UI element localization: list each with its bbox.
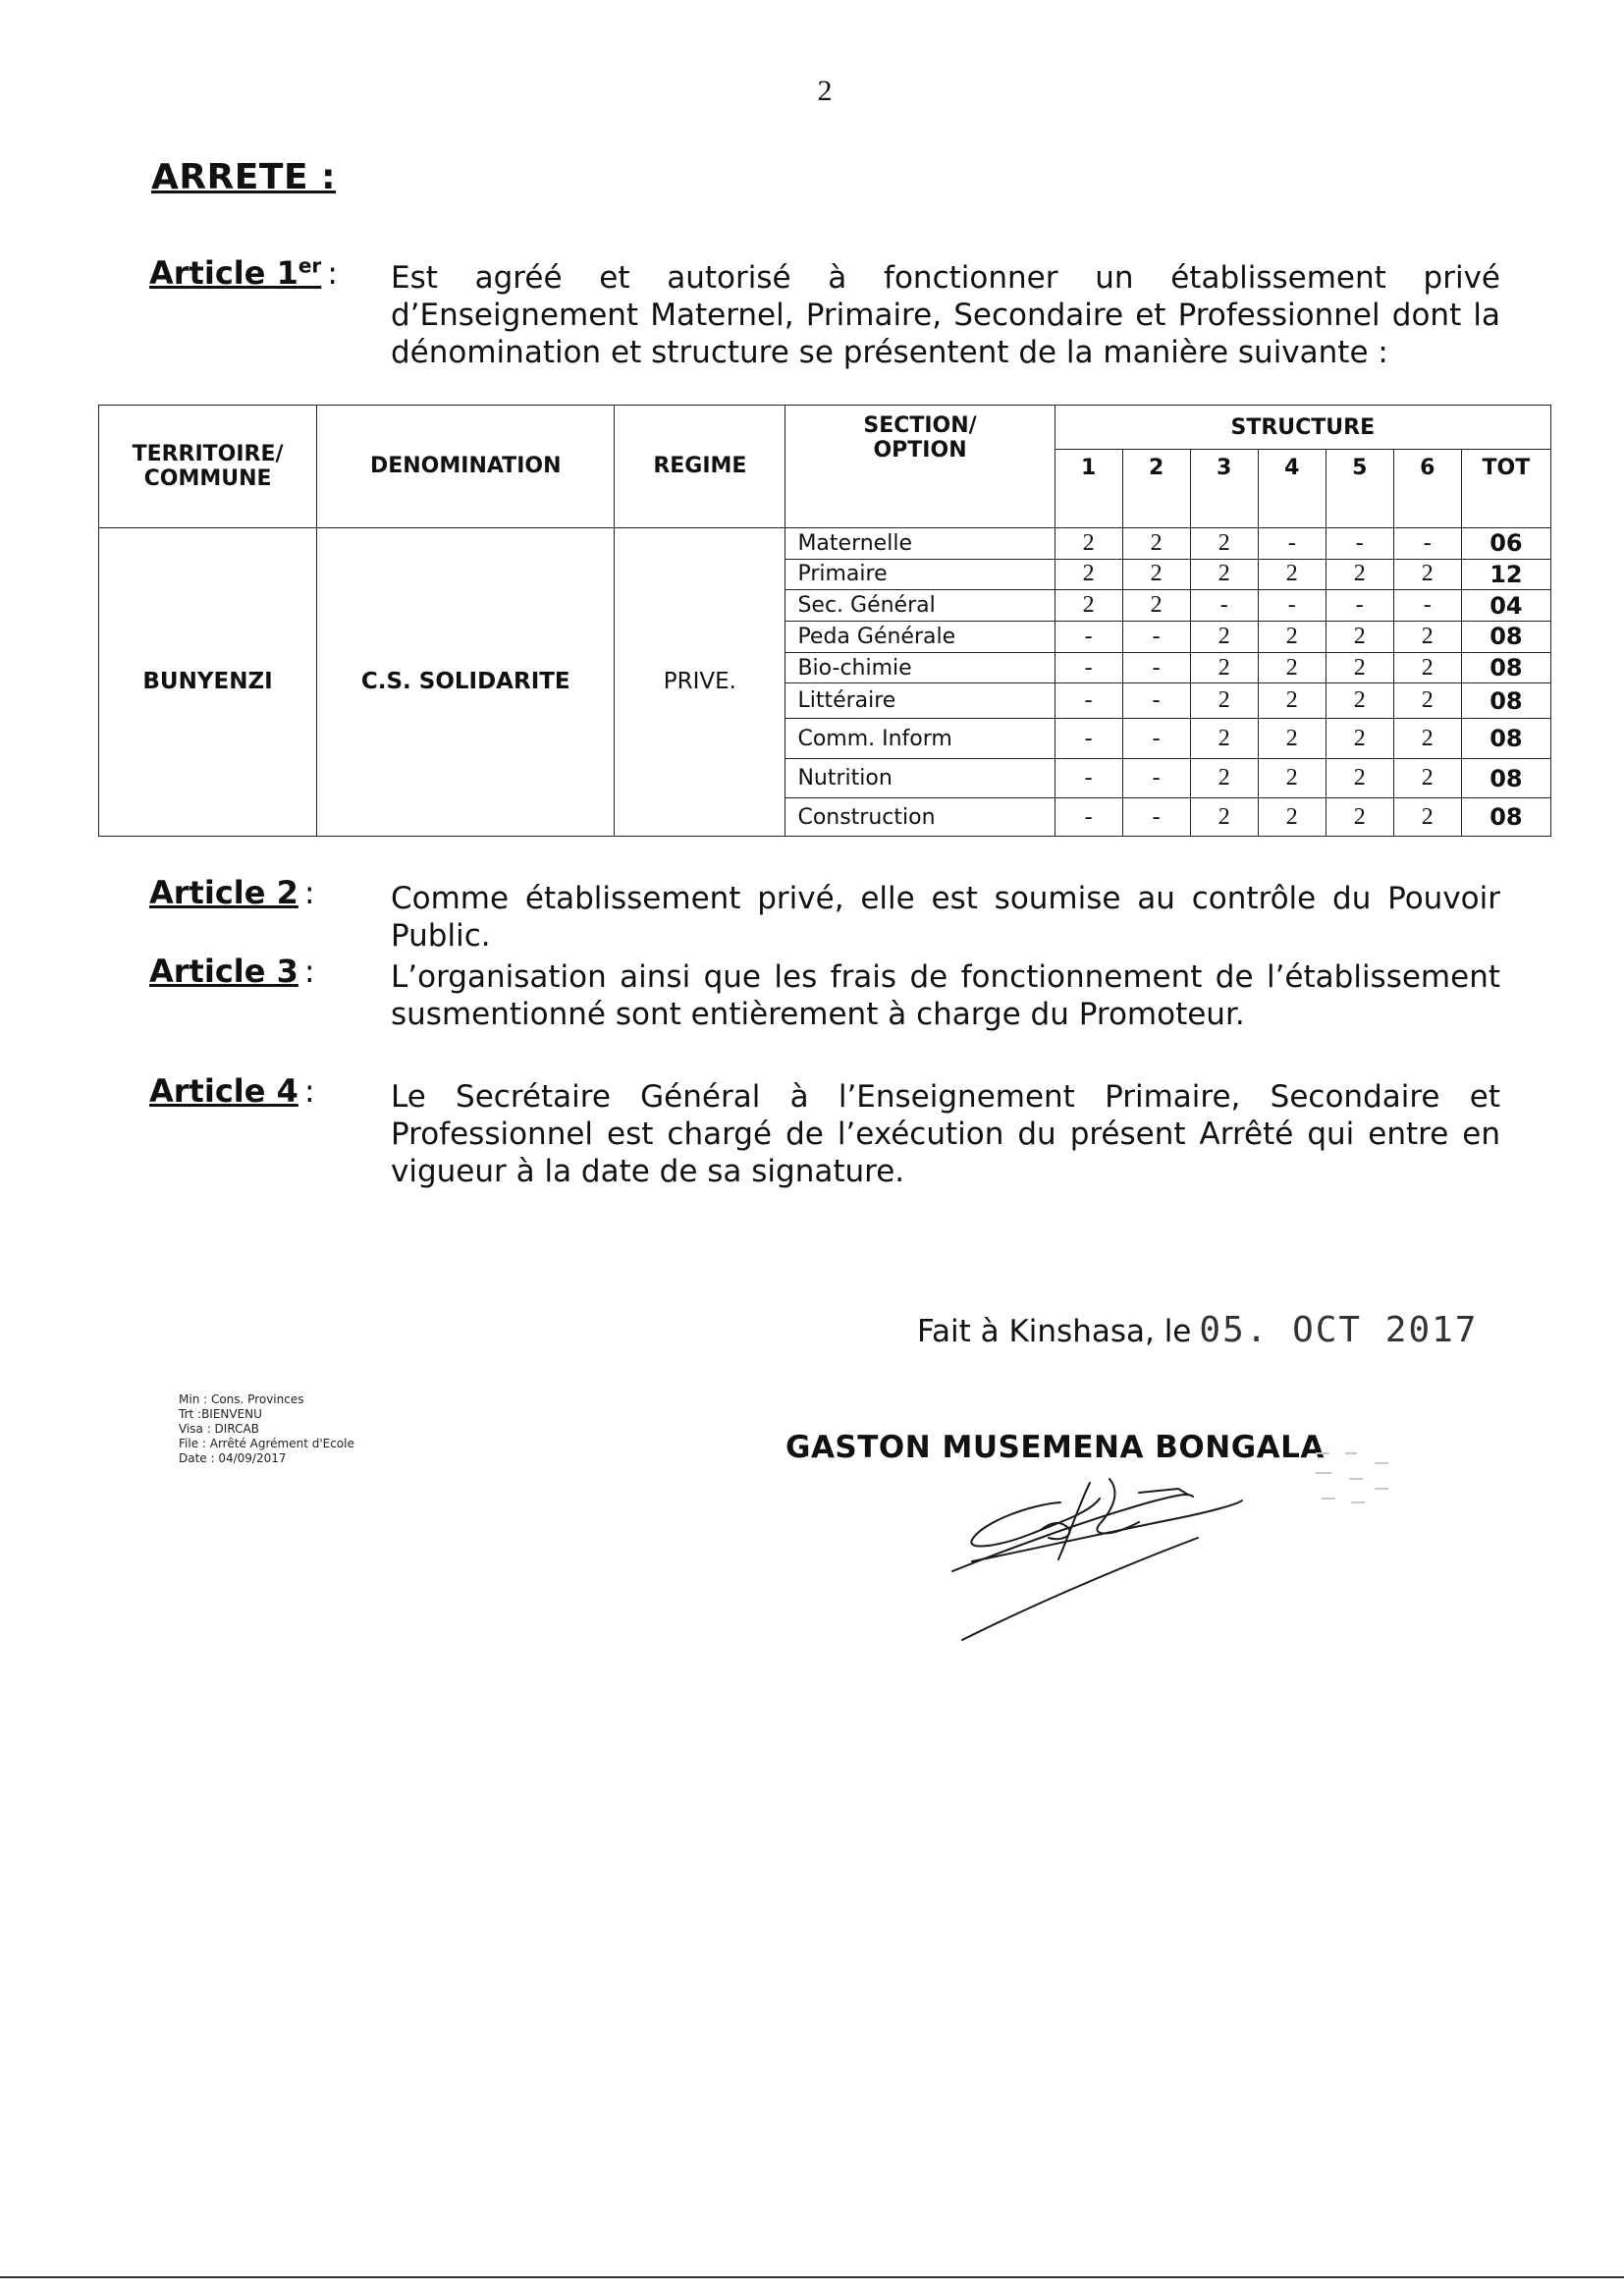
- signatory-name: GASTON MUSEMENA BONGALA: [785, 1430, 1325, 1465]
- place-date-text: Fait à Kinshasa, le: [917, 1314, 1192, 1349]
- header-denomination: DENOMINATION: [317, 406, 615, 528]
- place-date-line: [917, 1310, 1478, 1350]
- cell-value: -: [1122, 759, 1190, 798]
- cell-option: Nutrition: [785, 759, 1055, 798]
- cell-value: 2: [1326, 652, 1393, 683]
- cell-total: 04: [1461, 590, 1550, 622]
- cell-value: 2: [1258, 621, 1326, 652]
- header-regime: REGIME: [615, 406, 785, 528]
- cell-value: -: [1326, 590, 1393, 622]
- article-3-text: L’organisation ainsi que les frais de fonctionnement de l’établissement susmentionné sont entièrement à charge du Promoteur.: [391, 959, 1500, 1032]
- cell-value: 2: [1055, 590, 1122, 622]
- cell-value: 2: [1393, 759, 1461, 798]
- cell-value: 2: [1258, 652, 1326, 683]
- cell-value: -: [1122, 621, 1190, 652]
- cell-value: -: [1190, 590, 1258, 622]
- cell-value: 2: [1190, 527, 1258, 559]
- cell-value: -: [1258, 527, 1326, 559]
- cell-value: -: [1122, 683, 1190, 719]
- cell-value: 2: [1326, 719, 1393, 759]
- cell-value: 2: [1258, 759, 1326, 798]
- cell-value: 2: [1393, 798, 1461, 837]
- reference-line: File : Arrêté Agrément d'Ecole: [179, 1437, 354, 1450]
- cell-total: 08: [1461, 798, 1550, 837]
- cell-option: Maternelle: [785, 527, 1055, 559]
- cell-option: Construction: [785, 798, 1055, 837]
- cell-value: 2: [1055, 527, 1122, 559]
- cell-value: 2: [1258, 719, 1326, 759]
- article-4-text: Le Secrétaire Général à l’Enseignement Primaire, Secondaire et Professionnel est chargé de l’exécution du présent Arrêté qui entre en vigueur à la date de sa signature.: [391, 1079, 1500, 1189]
- cell-value: -: [1055, 759, 1122, 798]
- cell-value: 2: [1326, 559, 1393, 590]
- reference-block: [179, 1392, 354, 1466]
- header-tot: TOT: [1461, 450, 1550, 528]
- cell-option: Sec. Général: [785, 590, 1055, 622]
- cell-value: 2: [1326, 621, 1393, 652]
- header-year-6: 6: [1393, 450, 1461, 528]
- cell-option: Primaire: [785, 559, 1055, 590]
- cell-total: 08: [1461, 759, 1550, 798]
- header-year-1: 1: [1055, 450, 1122, 528]
- cell-total: 06: [1461, 527, 1550, 559]
- reference-line: Visa : DIRCAB: [179, 1422, 259, 1436]
- cell-value: -: [1393, 590, 1461, 622]
- cell-value: -: [1055, 683, 1122, 719]
- article-2-text: Comme établissement privé, elle est soumise au contrôle du Pouvoir Public.: [391, 881, 1500, 954]
- cell-value: 2: [1326, 683, 1393, 719]
- cell-value: 2: [1326, 798, 1393, 837]
- cell-total: 08: [1461, 683, 1550, 719]
- cell-value: 2: [1326, 759, 1393, 798]
- stamp-residue: [1306, 1444, 1414, 1512]
- article-4-label: Article 4 :: [149, 1072, 315, 1110]
- cell-option: Comm. Inform: [785, 719, 1055, 759]
- cell-value: 2: [1393, 559, 1461, 590]
- header-year-3: 3: [1190, 450, 1258, 528]
- handwritten-signature: [943, 1444, 1257, 1660]
- cell-value: 2: [1122, 527, 1190, 559]
- cell-total: 12: [1461, 559, 1550, 590]
- cell-value: -: [1122, 719, 1190, 759]
- date-stamp: 05. OCT 2017: [1199, 1310, 1479, 1350]
- cell-value: -: [1393, 527, 1461, 559]
- reference-line: Min : Cons. Provinces: [179, 1392, 304, 1406]
- cell-value: 2: [1190, 719, 1258, 759]
- cell-value: 2: [1055, 559, 1122, 590]
- cell-value: 2: [1258, 559, 1326, 590]
- cell-value: -: [1055, 621, 1122, 652]
- header-year-5: 5: [1326, 450, 1393, 528]
- cell-value: 2: [1190, 798, 1258, 837]
- header-year-4: 4: [1258, 450, 1326, 528]
- cell-total: 08: [1461, 719, 1550, 759]
- cell-value: 2: [1190, 621, 1258, 652]
- cell-regime: PRIVE.: [615, 527, 785, 836]
- cell-value: 2: [1190, 652, 1258, 683]
- cell-value: 2: [1393, 652, 1461, 683]
- cell-value: 2: [1122, 590, 1190, 622]
- cell-value: 2: [1122, 559, 1190, 590]
- cell-denomination: C.S. SOLIDARITE: [317, 527, 615, 836]
- cell-value: -: [1258, 590, 1326, 622]
- cell-total: 08: [1461, 652, 1550, 683]
- article-2-label: Article 2 :: [149, 874, 315, 911]
- header-year-2: 2: [1122, 450, 1190, 528]
- cell-value: 2: [1258, 798, 1326, 837]
- article-3-label: Article 3 :: [149, 953, 315, 990]
- structure-table: [98, 405, 1551, 837]
- cell-value: -: [1055, 719, 1122, 759]
- cell-value: 2: [1190, 683, 1258, 719]
- reference-line: Date : 04/09/2017: [179, 1451, 287, 1465]
- cell-value: -: [1055, 652, 1122, 683]
- cell-value: -: [1326, 527, 1393, 559]
- cell-value: -: [1122, 798, 1190, 837]
- cell-option: Bio-chimie: [785, 652, 1055, 683]
- cell-value: -: [1122, 652, 1190, 683]
- cell-value: 2: [1393, 719, 1461, 759]
- header-section-option: SECTION/ OPTION: [785, 406, 1055, 528]
- cell-value: -: [1055, 798, 1122, 837]
- header-structure: STRUCTURE: [1055, 406, 1550, 450]
- cell-total: 08: [1461, 621, 1550, 652]
- article-1-label: Article 1er :: [149, 253, 339, 292]
- cell-value: 2: [1190, 759, 1258, 798]
- page-number: 2: [817, 75, 833, 107]
- article-1-text: Est agréé et autorisé à fonctionner un établissement privé d’Enseignement Maternel, Primaire, Secondaire et Professionnel dont la dénomination et structure se présentent de la manière suivante :: [391, 260, 1500, 370]
- cell-option: Littéraire: [785, 683, 1055, 719]
- cell-value: 2: [1393, 683, 1461, 719]
- cell-option: Peda Générale: [785, 621, 1055, 652]
- cell-value: 2: [1190, 559, 1258, 590]
- header-territoire: TERRITOIRE/ COMMUNE: [99, 406, 317, 528]
- table-row: [99, 527, 1551, 559]
- document-heading: ARRETE :: [151, 157, 336, 197]
- reference-line: Trt :BIENVENU: [179, 1407, 262, 1421]
- cell-value: 2: [1258, 683, 1326, 719]
- cell-territoire: BUNYENZI: [99, 527, 317, 836]
- page-bottom-rule: [0, 2276, 1624, 2278]
- cell-value: 2: [1393, 621, 1461, 652]
